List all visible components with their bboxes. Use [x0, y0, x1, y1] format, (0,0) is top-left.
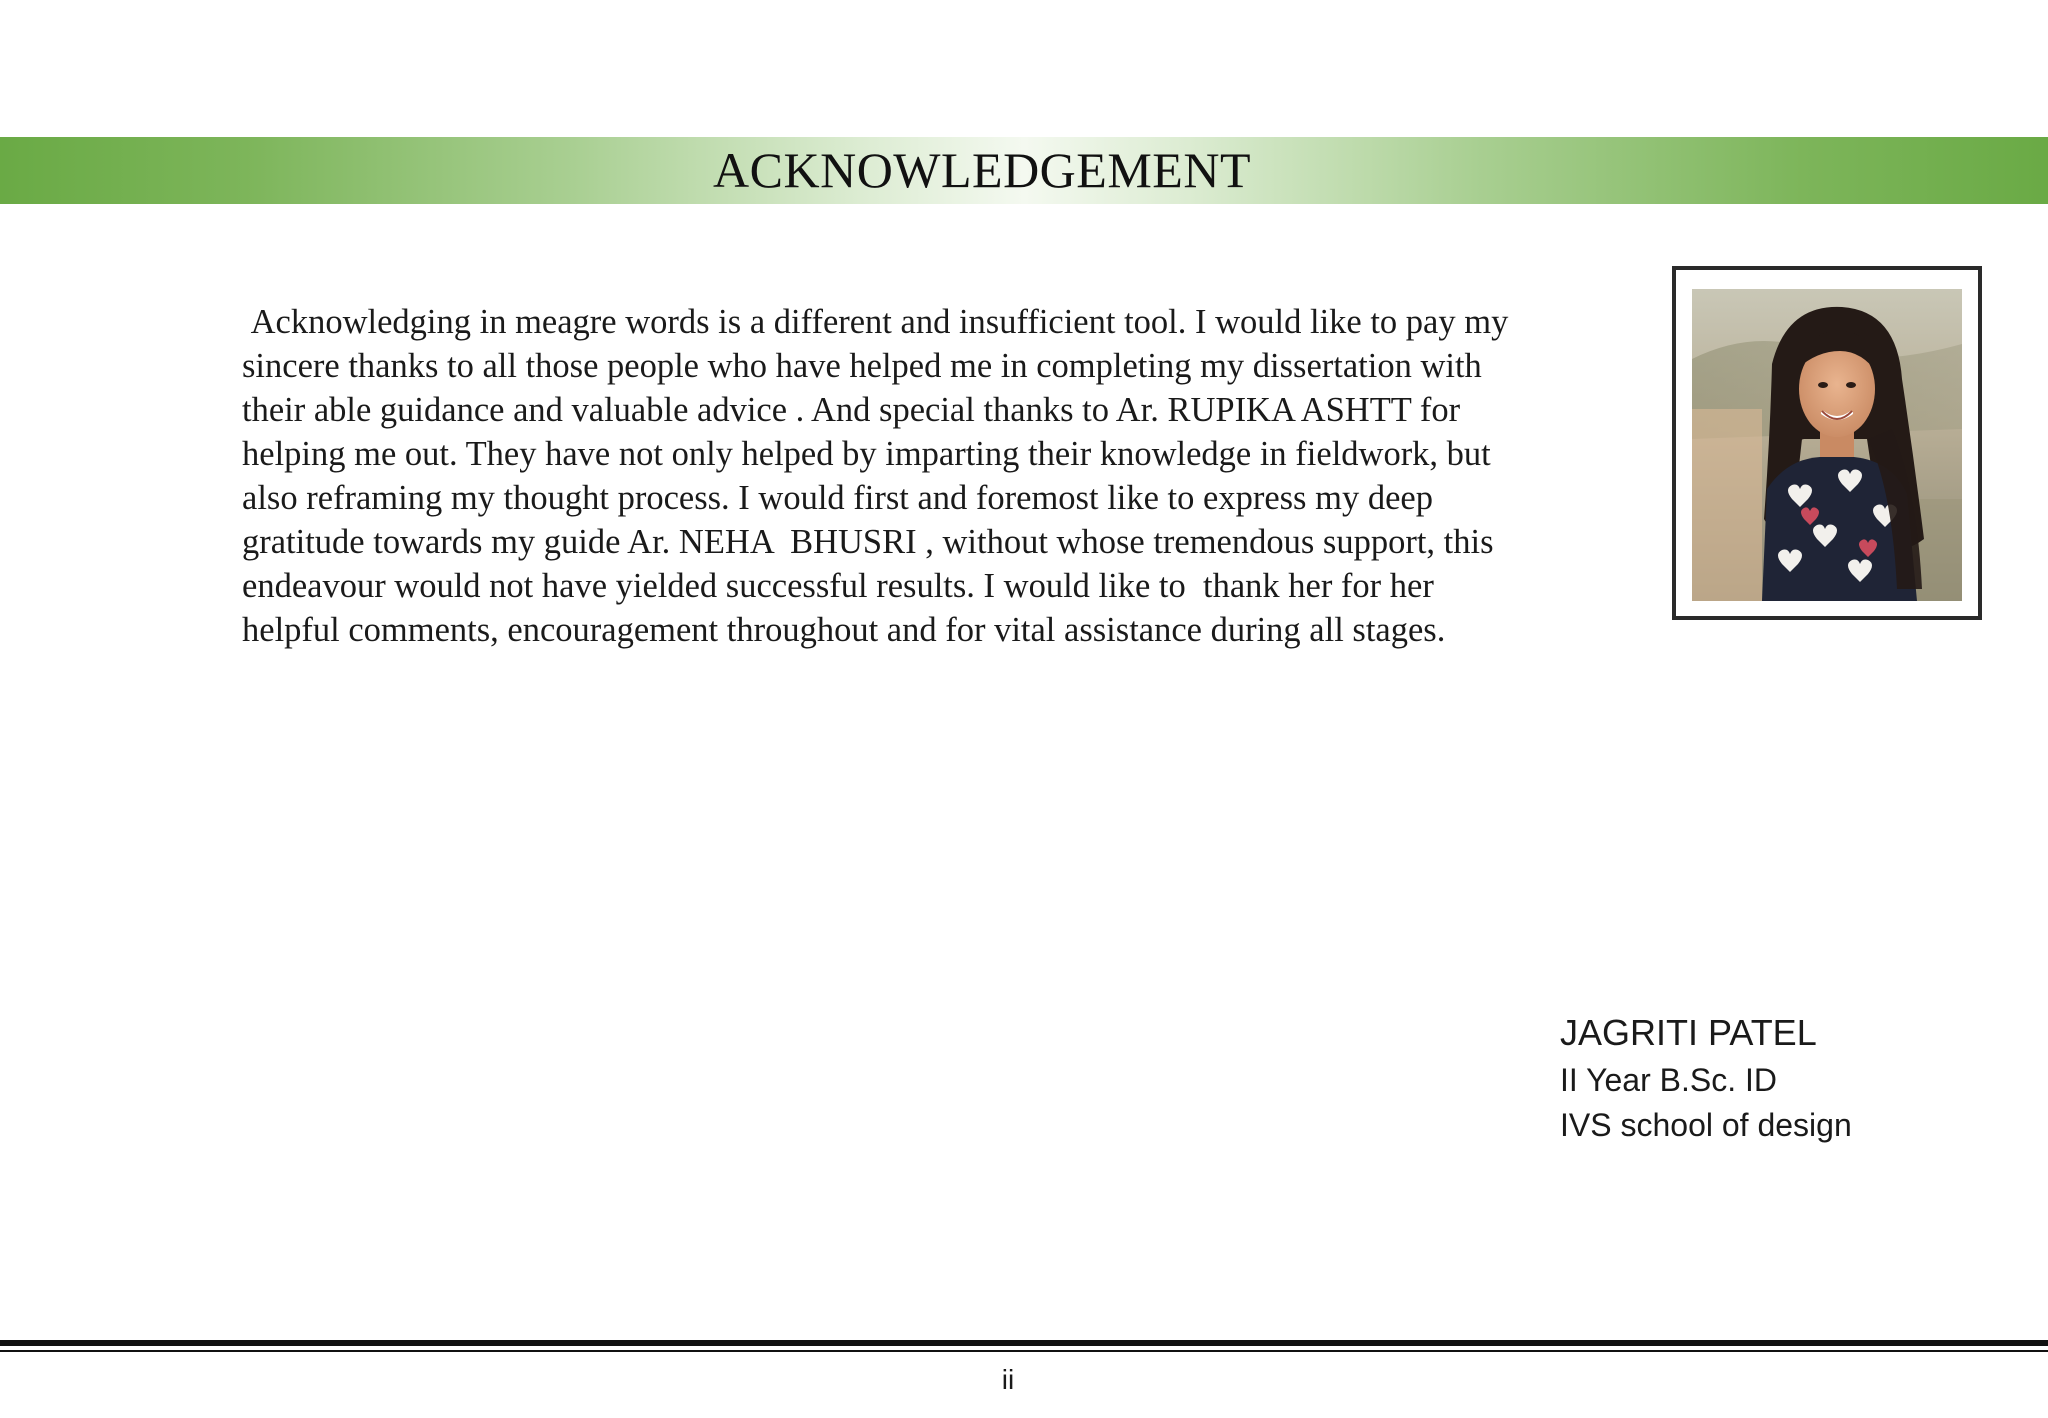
page-title: ACKNOWLEDGEMENT: [713, 142, 1251, 198]
signature-block: [1560, 1008, 1852, 1148]
acknowledgement-paragraph: Acknowledging in meagre words is a different and insufficient tool. I would like to pay my sincere thanks to all those people who have helped me in completing my dissertation with their able guidance and valuable advice . And special thanks to Ar. RUPIKA ASHTT for helping me out. They have not only helped by imparting their knowledge in fieldwork, but also reframing my thought process. I would first and foremost like to express my deep gratitude towards my guide Ar. NEHA BHUSRI , without whose tremendous support, this endeavour would not have yielded successful results. I would like to thank her for her helpful comments, encouragement throughout and for vital assistance during all stages.: [242, 303, 1509, 649]
author-school: IVS school of design: [1560, 1107, 1852, 1143]
portrait-image: [1692, 289, 1962, 601]
portrait-frame: [1672, 266, 1982, 620]
portrait-photo: [1692, 289, 1962, 601]
author-name: JAGRITI PATEL: [1560, 1012, 1817, 1053]
footer-rule-thick: [0, 1340, 2048, 1346]
title-band: [0, 137, 2048, 204]
page-number: ii: [1001, 1364, 1015, 1395]
author-year: II Year B.Sc. ID: [1560, 1062, 1777, 1098]
footer-rule-thin: [0, 1350, 2048, 1352]
